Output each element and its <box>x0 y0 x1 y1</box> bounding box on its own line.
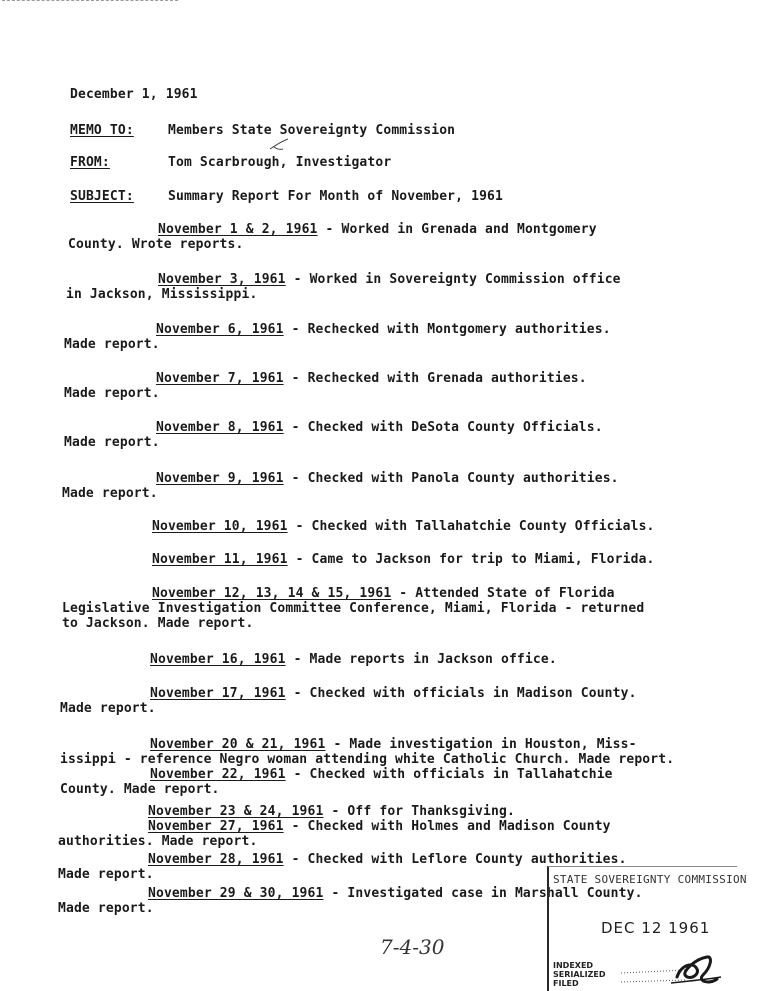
entry-date: November 10, 1961 <box>152 519 288 534</box>
entry-continuation: Made report. <box>58 867 154 882</box>
entry-line: November 23 & 24, 1961 - Off for Thanksgiving. <box>148 804 515 819</box>
from-label: FROM: <box>70 155 110 170</box>
entry-line: November 11, 1961 - Came to Jackson for trip to Miami, Florida. <box>152 552 655 567</box>
entry-continuation: to Jackson. Made report. <box>62 616 254 631</box>
entry-date: November 6, 1961 <box>156 322 284 337</box>
entry-line: November 12, 13, 14 & 15, 1961 - Attended State of Florida <box>152 586 615 601</box>
entry-continuation: Made report. <box>64 435 160 450</box>
entry-continuation: County. Wrote reports. <box>68 237 244 252</box>
entry-continuation: Made report. <box>64 386 160 401</box>
entry-continuation: Made report. <box>64 337 160 352</box>
entry-date: November 23 & 24, 1961 <box>148 804 324 819</box>
entry-continuation: Made report. <box>58 901 154 916</box>
entry-date: November 3, 1961 <box>158 272 286 287</box>
entry-date: November 8, 1961 <box>156 420 284 435</box>
stamp-filed: FILED <box>553 979 579 988</box>
memo-date: December 1, 1961 <box>70 87 198 102</box>
entry-line: November 22, 1961 - Checked with officials in Tallahatchie <box>150 767 613 782</box>
entry-date: November 17, 1961 <box>150 686 286 701</box>
memo-to-value: Members State Sovereignty Commission <box>167 123 456 138</box>
entry-line: November 27, 1961 - Checked with Holmes and Madison County <box>148 819 611 834</box>
entry-date: November 12, 13, 14 & 15, 1961 <box>152 586 392 601</box>
top-dashed-edge <box>2 0 178 1</box>
entry-continuation: Legislative Investigation Committee Conference, Miami, Florida - returned <box>62 601 645 616</box>
entry-date: November 16, 1961 <box>150 652 286 667</box>
memo-to-label: MEMO TO: <box>70 123 134 138</box>
entry-continuation: Made report. <box>62 486 158 501</box>
memo-to-row <box>70 123 455 138</box>
entry-continuation: authorities. Made report. <box>58 834 258 849</box>
entry-line: November 10, 1961 - Checked with Tallahatchie County Officials. <box>152 519 655 534</box>
entry-line: November 8, 1961 - Checked with DeSota County Officials. <box>156 420 603 435</box>
entry-date: November 29 & 30, 1961 <box>148 886 324 901</box>
stamp-header: STATE SOVEREIGNTY COMMISSION <box>553 873 747 886</box>
entry-line: November 20 & 21, 1961 - Made investigation in Houston, Miss- <box>150 737 637 752</box>
entry-date: November 28, 1961 <box>148 852 284 867</box>
entry-date: November 11, 1961 <box>152 552 288 567</box>
entry-line: November 3, 1961 - Worked in Sovereignty Commission office <box>158 272 621 287</box>
subject-row <box>70 189 503 204</box>
receipt-stamp <box>547 866 747 991</box>
stamp-date: DEC 12 1961 <box>601 919 711 937</box>
entry-date: November 20 & 21, 1961 <box>150 737 326 752</box>
entry-continuation: issippi - reference Negro woman attending white Catholic Church. Made report. <box>60 752 675 767</box>
entry-line: November 9, 1961 - Checked with Panola County authorities. <box>156 471 619 486</box>
entry-continuation: County. Made report. <box>60 782 220 797</box>
entry-line: November 29 & 30, 1961 - Investigated case in Marshall County. <box>148 886 643 901</box>
entry-date: November 27, 1961 <box>148 819 284 834</box>
handwritten-check-mark <box>268 137 290 153</box>
stamp-indexed: INDEXED <box>553 961 594 970</box>
entry-line: November 7, 1961 - Rechecked with Grenada authorities. <box>156 371 587 386</box>
stamp-handwritten-initials <box>667 947 725 989</box>
entry-date: November 9, 1961 <box>156 471 284 486</box>
entry-line: November 17, 1961 - Checked with officials in Madison County. <box>150 686 637 701</box>
entry-line: November 16, 1961 - Made reports in Jackson office. <box>150 652 557 667</box>
subject-value: Summary Report For Month of November, 1961 <box>167 189 504 204</box>
entry-date: November 22, 1961 <box>150 767 286 782</box>
entry-line: November 28, 1961 - Checked with Leflore County authorities. <box>148 852 627 867</box>
stamp-serialized: SERIALIZED <box>553 970 606 979</box>
entry-date: November 1 & 2, 1961 <box>158 222 318 237</box>
entry-line: November 6, 1961 - Rechecked with Montgomery authorities. <box>156 322 611 337</box>
handwritten-file-number: 7-4-30 <box>380 935 445 959</box>
entry-continuation: in Jackson, Mississippi. <box>66 287 258 302</box>
subject-label: SUBJECT: <box>70 189 134 204</box>
entry-line: November 1 & 2, 1961 - Worked in Grenada and Montgomery <box>158 222 597 237</box>
from-row <box>70 155 391 170</box>
from-value: Tom Scarbrough, Investigator <box>167 155 392 170</box>
entry-date: November 7, 1961 <box>156 371 284 386</box>
entry-continuation: Made report. <box>60 701 156 716</box>
